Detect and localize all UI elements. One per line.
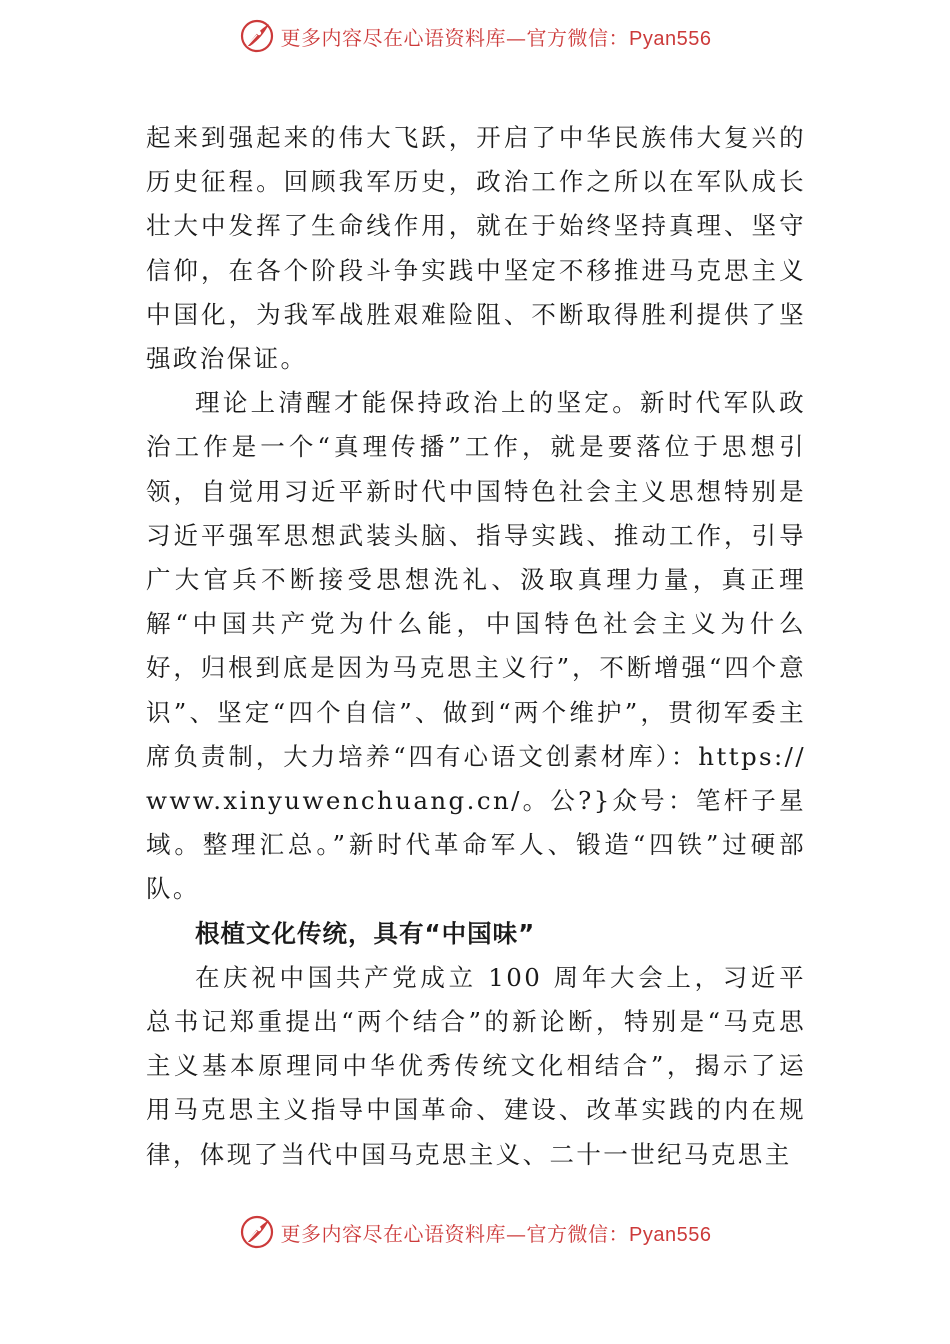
footer-watermark-banner xyxy=(0,1212,950,1252)
paragraph-3: 在庆祝中国共产党成立 100 周年大会上，习近平总书记郑重提出“两个结合”的新论断，特别是“马克思主义基本原理同中华优秀传统文化相结合”，揭示了运用马克思主义指导中国革命、建设、改革实践的内在规律，体现了当代中国马克思主义、二十一世纪马克思主 xyxy=(146,962,806,1169)
quill-pen-logo-icon xyxy=(239,1214,275,1250)
wechat-id: Pyan556 xyxy=(629,27,712,50)
quill-pen-logo-icon xyxy=(239,18,275,54)
paragraph-2: 理论上清醒才能保持政治上的坚定。新时代军队政治工作是一个“真理传播”工作，就是要落位于思想引领，自觉用习近平新时代中国特色社会主义思想特别是习近平强军思想武装头脑、指导实践、推动工作，引导广大官兵不断接受思想洗礼、汲取真理力量，真正理解“中国共产党为什么能，中国特色社会主义为什么好，归根到底是因为马克思主义行”，不断增强“四个意识”、坚定“四个自信”、做到“两个维护”，贯彻军委主席负责制，大力培养“四有心语文创素材库）：https://www.xinyuwenchuang.cn/。公?}众号：笔杆子星域。整理汇总。”新时代革命军人、锻造“四铁”过硬部队。 xyxy=(146,388,806,904)
section-heading: 根植文化传统，具有“中国味” xyxy=(195,918,536,948)
banner-text: 更多内容尽在心语资料库—官方微信：Pyan556 xyxy=(280,1221,712,1246)
paragraph-1: 起来到强起来的伟大飞跃，开启了中华民族伟大复兴的历史征程。回顾我军历史，政治工作之所以在军队成长壮大中发挥了生命线作用，就在于始终坚持真理、坚守信仰，在各个阶段斗争实践中坚定不移推进马克思主义中国化，为我军战胜艰难险阻、不断取得胜利提供了坚强政治保证。 xyxy=(146,123,806,374)
banner-text: 更多内容尽在心语资料库—官方微信：Pyan556 xyxy=(280,25,712,50)
wechat-id: Pyan556 xyxy=(629,1223,712,1246)
document-body xyxy=(146,116,806,1177)
header-watermark-banner xyxy=(0,16,950,56)
